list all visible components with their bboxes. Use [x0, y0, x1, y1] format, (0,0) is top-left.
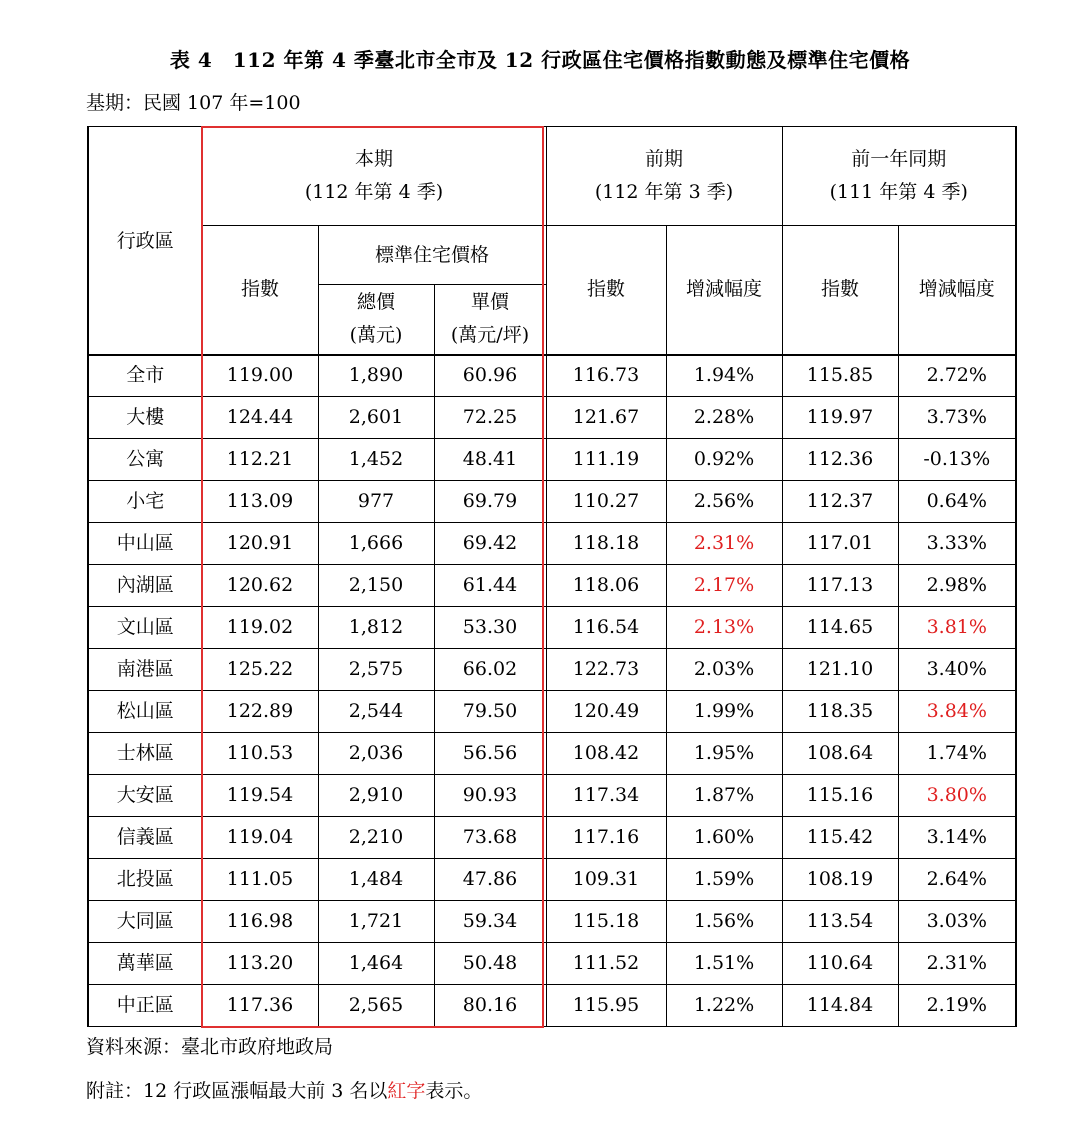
- cell-ly-idx: 112.36: [782, 439, 898, 481]
- table-row: [88, 565, 1016, 607]
- table-row: [88, 439, 1016, 481]
- cell-prev-idx: 116.73: [546, 355, 666, 397]
- cell-ly-chg: 3.03%: [898, 901, 1016, 943]
- table-row: [88, 901, 1016, 943]
- cell-idx: 112.21: [202, 439, 318, 481]
- cell-ly-idx: 108.19: [782, 859, 898, 901]
- cell-ly-chg: 2.64%: [898, 859, 1016, 901]
- cell-ly-idx: 114.65: [782, 607, 898, 649]
- district-name: 大同區: [88, 901, 202, 943]
- cell-prev-chg: 2.31%: [666, 523, 782, 565]
- cell-prev-idx: 117.34: [546, 775, 666, 817]
- cell-ly-chg: 0.64%: [898, 481, 1016, 523]
- cell-total: 2,036: [318, 733, 434, 775]
- header-ly-change: 增減幅度: [898, 226, 1016, 355]
- cell-ly-chg: 2.31%: [898, 943, 1016, 985]
- district-name: 內湖區: [88, 565, 202, 607]
- base-period: 基期：民國 107 年=100: [86, 92, 301, 114]
- cell-ly-idx: 118.35: [782, 691, 898, 733]
- district-name: 小宅: [88, 481, 202, 523]
- district-name: 大安區: [88, 775, 202, 817]
- header-ly-index: 指數: [782, 226, 898, 355]
- cell-idx: 113.20: [202, 943, 318, 985]
- cell-ly-idx: 117.13: [782, 565, 898, 607]
- cell-unit: 90.93: [434, 775, 546, 817]
- cell-ly-idx: 115.16: [782, 775, 898, 817]
- table-row: [88, 523, 1016, 565]
- cell-total: 2,210: [318, 817, 434, 859]
- cell-ly-idx: 112.37: [782, 481, 898, 523]
- cell-prev-chg: 2.56%: [666, 481, 782, 523]
- cell-idx: 122.89: [202, 691, 318, 733]
- cell-ly-idx: 115.85: [782, 355, 898, 397]
- cell-ly-idx: 108.64: [782, 733, 898, 775]
- cell-unit: 72.25: [434, 397, 546, 439]
- data-source: 資料來源：臺北市政府地政局: [86, 1036, 334, 1058]
- table-row: [88, 859, 1016, 901]
- cell-prev-chg: 1.87%: [666, 775, 782, 817]
- district-name: 松山區: [88, 691, 202, 733]
- cell-ly-idx: 115.42: [782, 817, 898, 859]
- cell-prev-chg: 1.95%: [666, 733, 782, 775]
- cell-ly-idx: 119.97: [782, 397, 898, 439]
- cell-idx: 116.98: [202, 901, 318, 943]
- cell-unit: 73.68: [434, 817, 546, 859]
- cell-prev-chg: 1.56%: [666, 901, 782, 943]
- cell-ly-chg: -0.13%: [898, 439, 1016, 481]
- header-prev-index: 指數: [546, 226, 666, 355]
- cell-prev-idx: 117.16: [546, 817, 666, 859]
- cell-unit: 53.30: [434, 607, 546, 649]
- cell-ly-chg: 3.33%: [898, 523, 1016, 565]
- cell-prev-idx: 116.54: [546, 607, 666, 649]
- cell-prev-idx: 120.49: [546, 691, 666, 733]
- cell-prev-idx: 118.18: [546, 523, 666, 565]
- cell-prev-chg: 1.94%: [666, 355, 782, 397]
- cell-ly-chg: 3.40%: [898, 649, 1016, 691]
- cell-total: 977: [318, 481, 434, 523]
- cell-ly-chg: 1.74%: [898, 733, 1016, 775]
- cell-unit: 69.42: [434, 523, 546, 565]
- cell-prev-chg: 1.22%: [666, 985, 782, 1027]
- table-row: [88, 943, 1016, 985]
- cell-idx: 120.62: [202, 565, 318, 607]
- cell-prev-chg: 1.51%: [666, 943, 782, 985]
- price-index-table: [87, 126, 1017, 1027]
- cell-ly-chg: 3.73%: [898, 397, 1016, 439]
- cell-idx: 119.00: [202, 355, 318, 397]
- cell-idx: 110.53: [202, 733, 318, 775]
- table-row: [88, 649, 1016, 691]
- cell-unit: 61.44: [434, 565, 546, 607]
- cell-unit: 50.48: [434, 943, 546, 985]
- table-row: [88, 985, 1016, 1027]
- header-total-price: 總價 (萬元): [318, 285, 434, 355]
- table-row: [88, 607, 1016, 649]
- cell-prev-chg: 0.92%: [666, 439, 782, 481]
- cell-unit: 79.50: [434, 691, 546, 733]
- district-name: 萬華區: [88, 943, 202, 985]
- header-current: 本期 (112 年第 4 季): [202, 127, 546, 226]
- cell-prev-idx: 111.19: [546, 439, 666, 481]
- cell-ly-chg: 2.98%: [898, 565, 1016, 607]
- district-name: 北投區: [88, 859, 202, 901]
- table-row: [88, 691, 1016, 733]
- table-row: [88, 733, 1016, 775]
- district-name: 全市: [88, 355, 202, 397]
- cell-ly-chg: 3.81%: [898, 607, 1016, 649]
- cell-prev-idx: 110.27: [546, 481, 666, 523]
- cell-idx: 119.02: [202, 607, 318, 649]
- cell-prev-chg: 2.03%: [666, 649, 782, 691]
- cell-unit: 69.79: [434, 481, 546, 523]
- cell-total: 2,910: [318, 775, 434, 817]
- cell-ly-chg: 3.80%: [898, 775, 1016, 817]
- header-last-year: 前一年同期 (111 年第 4 季): [782, 127, 1016, 226]
- cell-prev-chg: 1.59%: [666, 859, 782, 901]
- district-name: 士林區: [88, 733, 202, 775]
- cell-ly-chg: 3.14%: [898, 817, 1016, 859]
- cell-prev-idx: 111.52: [546, 943, 666, 985]
- cell-total: 1,721: [318, 901, 434, 943]
- header-district: 行政區: [88, 127, 202, 355]
- cell-total: 1,666: [318, 523, 434, 565]
- cell-prev-idx: 108.42: [546, 733, 666, 775]
- cell-prev-chg: 2.28%: [666, 397, 782, 439]
- cell-prev-chg: 1.60%: [666, 817, 782, 859]
- cell-prev-chg: 1.99%: [666, 691, 782, 733]
- table-row: [88, 397, 1016, 439]
- cell-prev-idx: 121.67: [546, 397, 666, 439]
- cell-prev-idx: 115.95: [546, 985, 666, 1027]
- table-title: 表 4 112 年第 4 季臺北市全市及 12 行政區住宅價格指數動態及標準住宅價格: [169, 48, 911, 72]
- district-name: 中正區: [88, 985, 202, 1027]
- header-unit-price: 單價 (萬元/坪): [434, 285, 546, 355]
- cell-total: 2,150: [318, 565, 434, 607]
- cell-idx: 111.05: [202, 859, 318, 901]
- footnote: 附註：12 行政區漲幅最大前 3 名以紅字表示。: [86, 1080, 483, 1102]
- cell-total: 1,484: [318, 859, 434, 901]
- cell-total: 1,812: [318, 607, 434, 649]
- cell-total: 2,544: [318, 691, 434, 733]
- cell-ly-idx: 121.10: [782, 649, 898, 691]
- district-name: 大樓: [88, 397, 202, 439]
- district-name: 公寓: [88, 439, 202, 481]
- cell-idx: 124.44: [202, 397, 318, 439]
- district-name: 南港區: [88, 649, 202, 691]
- cell-idx: 125.22: [202, 649, 318, 691]
- header-std-price: 標準住宅價格: [318, 226, 546, 285]
- cell-total: 2,601: [318, 397, 434, 439]
- cell-idx: 113.09: [202, 481, 318, 523]
- cell-total: 1,464: [318, 943, 434, 985]
- cell-ly-idx: 117.01: [782, 523, 898, 565]
- header-prev-change: 增減幅度: [666, 226, 782, 355]
- cell-prev-idx: 122.73: [546, 649, 666, 691]
- cell-ly-idx: 114.84: [782, 985, 898, 1027]
- cell-ly-idx: 113.54: [782, 901, 898, 943]
- cell-prev-idx: 109.31: [546, 859, 666, 901]
- cell-ly-chg: 2.19%: [898, 985, 1016, 1027]
- cell-ly-chg: 2.72%: [898, 355, 1016, 397]
- district-name: 信義區: [88, 817, 202, 859]
- cell-ly-idx: 110.64: [782, 943, 898, 985]
- cell-prev-idx: 118.06: [546, 565, 666, 607]
- cell-prev-chg: 2.17%: [666, 565, 782, 607]
- cell-ly-chg: 3.84%: [898, 691, 1016, 733]
- cell-total: 2,575: [318, 649, 434, 691]
- header-previous: 前期 (112 年第 3 季): [546, 127, 782, 226]
- cell-idx: 120.91: [202, 523, 318, 565]
- cell-total: 1,452: [318, 439, 434, 481]
- cell-idx: 119.54: [202, 775, 318, 817]
- header-index: 指數: [202, 226, 318, 355]
- cell-unit: 59.34: [434, 901, 546, 943]
- cell-total: 2,565: [318, 985, 434, 1027]
- table-row: [88, 817, 1016, 859]
- cell-unit: 48.41: [434, 439, 546, 481]
- cell-idx: 117.36: [202, 985, 318, 1027]
- cell-total: 1,890: [318, 355, 434, 397]
- table-row: [88, 355, 1016, 397]
- district-name: 中山區: [88, 523, 202, 565]
- cell-unit: 47.86: [434, 859, 546, 901]
- cell-idx: 119.04: [202, 817, 318, 859]
- cell-unit: 80.16: [434, 985, 546, 1027]
- cell-prev-idx: 115.18: [546, 901, 666, 943]
- cell-unit: 66.02: [434, 649, 546, 691]
- cell-unit: 60.96: [434, 355, 546, 397]
- district-name: 文山區: [88, 607, 202, 649]
- cell-unit: 56.56: [434, 733, 546, 775]
- table-row: [88, 481, 1016, 523]
- cell-prev-chg: 2.13%: [666, 607, 782, 649]
- table-row: [88, 775, 1016, 817]
